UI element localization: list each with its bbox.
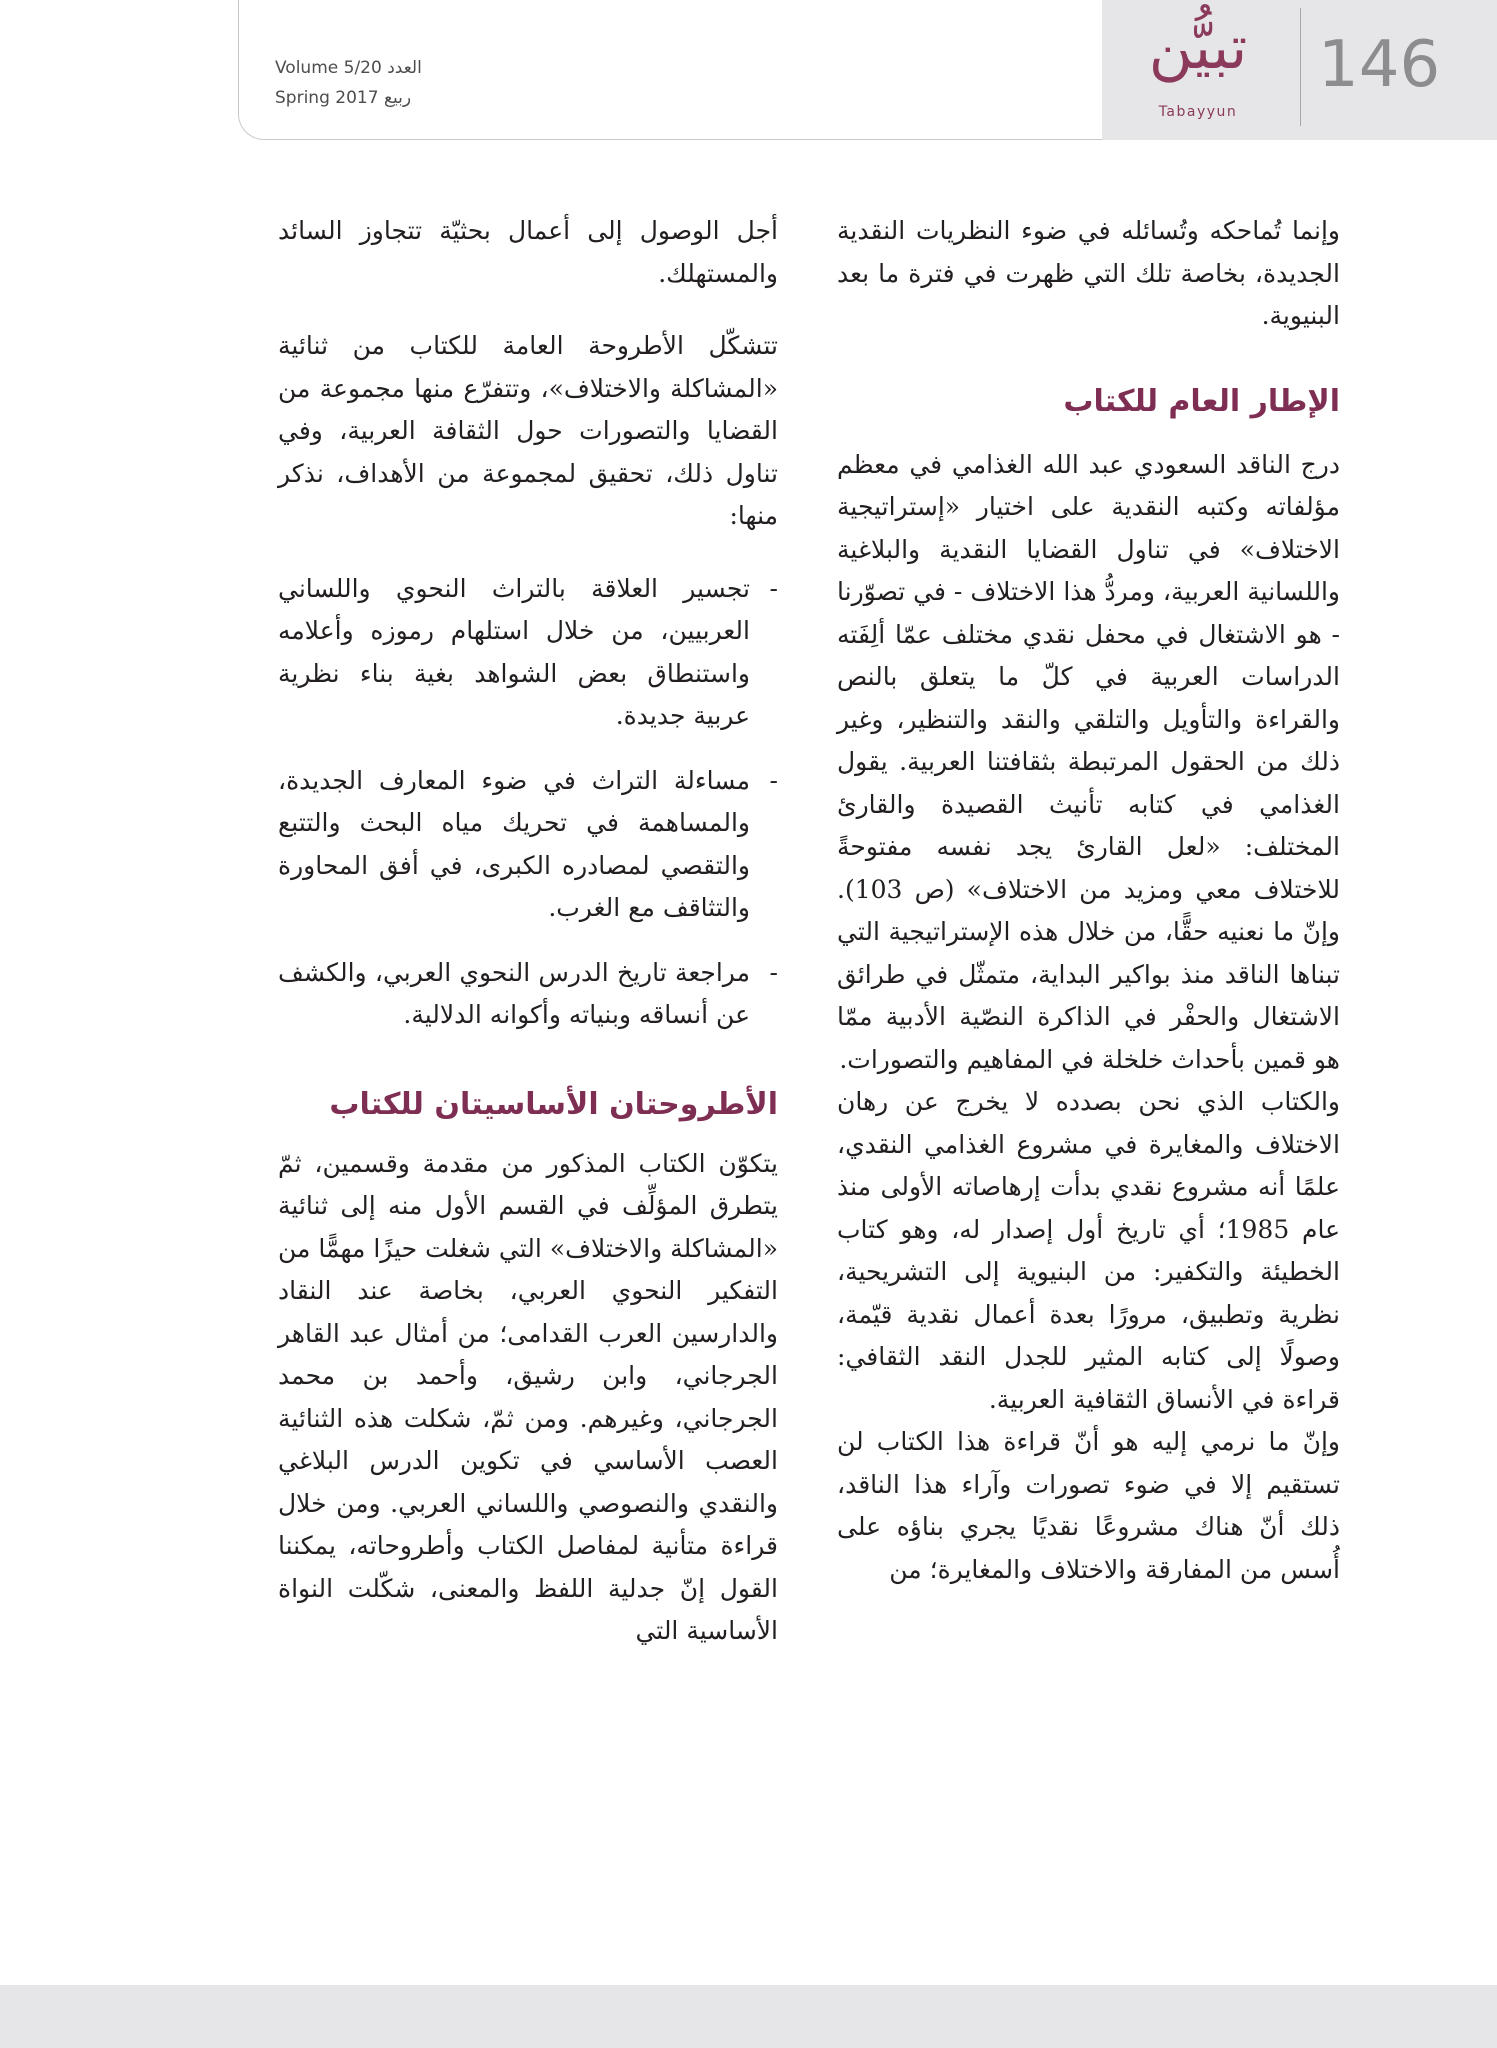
list-item: [278, 568, 778, 738]
bullet-dash: -: [769, 957, 778, 987]
body-paragraph: تتشكّل الأطروحة العامة للكتاب من ثنائية «المشاكلة والاختلاف»، وتتفرّع منها مجموعة من القضايا والتصورات حول الثقافة العربية، وفي تناول ذلك، تحقيق لمجموعة من الأهداف، نذكر منها:: [278, 331, 778, 530]
list-item: [278, 760, 778, 930]
journal-logo-latin: Tabayyun: [1158, 104, 1238, 120]
list-item-text: مساءلة التراث في ضوء المعارف الجديدة، والمساهمة في تحريك مياه البحث والتتبع والتقصي لمصادره الكبرى، في أفق المحاورة والتثاقف مع الغرب.: [278, 765, 750, 922]
left-text-column: [278, 210, 778, 1653]
section-heading-general-framework: الإطار العام للكتاب: [1063, 383, 1340, 419]
journal-logo-arabic: تبيُّن: [1148, 13, 1248, 83]
list-item: [278, 952, 778, 1037]
season-label: Spring 2017 ربيع: [275, 88, 412, 108]
list-item-text: مراجعة تاريخ الدرس النحوي العربي، والكشف عن أنساقه وبنياته وأكوانه الدلالية.: [278, 957, 750, 1029]
body-paragraph: والكتاب الذي نحن بصدده لا يخرج عن رهان الاختلاف والمغايرة في مشروع الغذامي النقدي، علمًا أنه مشروع نقدي بدأت إرهاصاته الأولى منذ عام 1985؛ أي تاريخ أول إصدار له، وهو كتاب الخطيئة والتكفير: من البنيوية إلى التشريحية، نظرية وتطبيق، مرورًا بعدة أعمال نقدية قيّمة، وصولًا إلى كتابه المثير للجدل النقد الثقافي: قراءة في الأنساق الثقافية العربية.: [837, 1087, 1340, 1414]
right-text-column: [837, 210, 1340, 1591]
footer-band: [0, 1985, 1497, 2048]
section-heading-two-theses: الأطروحتان الأساسيتان للكتاب: [329, 1086, 778, 1122]
objectives-list: [278, 568, 778, 1037]
left-intro-paragraph: أجل الوصول إلى أعمال بحثيّة تتجاوز السائد والمستهلك.: [278, 216, 778, 288]
page-number: 146: [1318, 28, 1441, 102]
body-paragraph: درج الناقد السعودي عبد الله الغذامي في معظم مؤلفاته وكتبه النقدية على اختيار «إستراتيجية الاختلاف» في تناول القضايا النقدية والبلاغية واللسانية العربية، ومردُّ هذا الاختلاف - في تصوّرنا - هو الاشتغال في محفل نقدي مختلف عمّا ألِفَته الدراسات العربية في كلّ ما يتعلق بالنص والقراءة والتأويل والتلقي والنقد والتنظير، وغير ذلك من الحقول المرتبطة بثقافتنا العربية. يقول الغذامي في كتابه تأنيث القصيدة والقارئ المختلف: «لعل القارئ يجد نفسه مفتوحةً للاختلاف معي ومزيد من الاختلاف» (ص 103). وإنّ ما نعنيه حقًّا، من خلال هذه الإستراتيجية التي تبناها الناقد منذ بواكير البداية، متمثّل في طرائق الاشتغال والحفْر في الذاكرة النصّية الأدبية ممّا هو قمين بأحداث خلخلة في المفاهيم والتصورات.: [837, 449, 1340, 1074]
bullet-dash: -: [769, 765, 778, 795]
volume-issue-label: Volume 5/20 العدد: [275, 58, 422, 78]
body-paragraph: يتكوّن الكتاب المذكور من مقدمة وقسمين، ثمّ يتطرق المؤلِّف في القسم الأول منه إلى ثنائية «المشاكلة والاختلاف» التي شغلت حيزًا مهمًّا من التفكير النحوي العربي، بخاصة عند النقاد والدارسين العرب القدامى؛ من أمثال عبد القاهر الجرجاني، وابن رشيق، وأحمد بن محمد الجرجاني، وغيرهم. ومن ثمّ، شكلت هذه الثنائية العصب الأساسي في تكوين الدرس البلاغي والنقدي والنصوصي واللساني العربي. ومن خلال قراءة متأنية لمفاصل الكتاب وأطروحاته، يمكننا القول إنّ جدلية اللفظ والمعنى، شكّلت النواة الأساسية التي: [278, 1148, 778, 1645]
list-item-text: تجسير العلاقة بالتراث النحوي واللساني العربيين، من خلال استلهام رموزه وأعلامه واستنطاق بعض الشواهد بغية بناء نظرية عربية جديدة.: [278, 573, 750, 730]
header-divider: [1300, 8, 1301, 126]
body-paragraph: وإنّ ما نرمي إليه هو أنّ قراءة هذا الكتاب لن تستقيم إلا في ضوء تصورات وآراء هذا الناقد، ذلك أنّ هناك مشروعًا نقديًا يجري بناؤه على أُسس من المفارقة والاختلاف والمغايرة؛ من: [837, 1427, 1340, 1584]
bullet-dash: -: [769, 573, 778, 603]
right-intro-paragraph: وإنما تُماحكه وتُسائله في ضوء النظريات النقدية الجديدة، بخاصة تلك التي ظهرت في فترة ما بعد البنيوية.: [837, 216, 1340, 330]
